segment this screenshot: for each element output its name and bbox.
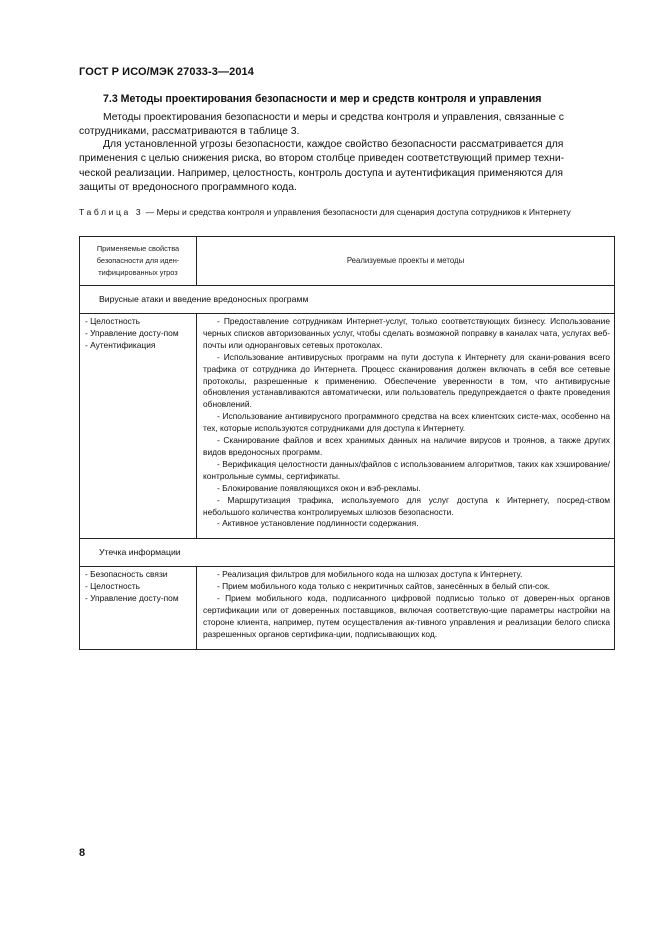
group-title: Вирусные атаки и введение вредоносных программ — [99, 293, 309, 304]
method-item: - Блокирование появляющихся окон и вэб-рекламы. — [217, 482, 421, 493]
method-item: - Верификация целостности данных/файлов с использованием алгоритмов, таких как хэширование/контрольные суммы, сертификаты. — [203, 458, 610, 481]
method-item: - Реализация фильтров для мобильного кода на шлюзах доступа к Интернету. — [217, 569, 523, 580]
paragraph-1 — [79, 111, 614, 140]
property-item: - Безопасность связи — [85, 569, 168, 580]
group-title-row — [80, 286, 615, 314]
security-controls-table — [79, 236, 615, 650]
property-item: - Целостность — [85, 316, 141, 326]
section-title: 7.3 Методы проектирования безопасности и мер и средств контроля и управления — [103, 93, 542, 105]
page-number: 8 — [79, 847, 86, 859]
group-title: Утечка информации — [99, 546, 181, 557]
header-methods: Реализуемые проекты и методы — [197, 237, 615, 286]
table-caption-text: — Меры и средства контроля и управления безопасности для сценария доступа сотрудников к Интернету — [143, 207, 571, 217]
properties-cell — [80, 567, 197, 649]
methods-cell — [197, 567, 615, 649]
method-item: - Сканирование файлов и всех хранимых данных на наличие вирусов и троянов, а также других видов вредоносных программ. — [203, 435, 610, 457]
property-item: - Управление досту-пом — [85, 327, 179, 338]
table-caption-label: Таблица 3 — [79, 207, 144, 217]
paragraph-2-line: ческой реализации. Например, целостность, контроль доступа и аутентификация применяются для — [79, 167, 564, 179]
table-caption — [79, 207, 615, 219]
group-title-row — [80, 539, 615, 567]
property-item: - Управление досту-пом — [85, 593, 179, 604]
method-item: - Прием мобильного кода только с некритичных сайтов, занесённых в белый спи-сок. — [217, 581, 550, 592]
method-item: - Маршрутизация трафика, используемого для услуг доступа к Интернету, посред-ством небольшого количества контролируемых шлюзов безопасности. — [203, 494, 610, 517]
method-item: - Использование антивирусных программ на пути доступа к Интернету для скани-рования всего трафика от сотрудника до Интернета. Процесс сканирования должен включать в себя все сетевые протоколы, разрешенные к применению. Обеспечение уверенности в том, что антивирусные обновления устанавливаются автоматически, или пользователь предупреждается о факте проведения обновлений. — [203, 351, 610, 410]
group-title-cell — [80, 539, 615, 567]
paragraph-2-line: защиты от вредоносного программного кода. — [79, 181, 297, 193]
property-item: - Аутентификация — [85, 339, 156, 350]
paragraph-2 — [79, 138, 614, 195]
method-item: - Использование антивирусного программного средства на всех клиентских систе-мах, особенно на тех, которые используются сотрудниками для доступа к Интернету. — [203, 411, 610, 434]
header-properties: Применяемые свойства безопасности для иден-тифицированных угроз — [80, 237, 197, 286]
method-item: - Предоставление сотрудникам Интернет-услуг, только соответствующих бизнесу. Использование черных списков авторизованных услуг, чтобы сделать возможной поправку в каналах чата, услугах веб-почты или одноранговых сетевых протоколах. — [203, 316, 610, 350]
paragraph-1-line: сотрудниками, рассматриваются в таблице 3. — [79, 126, 300, 138]
table-row — [80, 314, 615, 539]
method-item: - Прием мобильного кода, подписанного цифровой подписью только от доверен-ных органов сертификации или от доверенных поставщиков, включая соответствую-щие параметры настройки на стороне клиента, например, путем осуществления ак-тивного управления и реализации белого списка разрешенных органов сертифика-ции, подписывающих код. — [203, 593, 610, 639]
table-row — [80, 567, 615, 649]
method-item: - Активное установление подлинности содержания. — [217, 518, 419, 529]
property-item: - Целостность — [85, 581, 141, 592]
document-header: ГОСТ Р ИСО/МЭК 27033-3—2014 — [79, 66, 254, 78]
paragraph-1-line: Методы проектирования безопасности и меры и средства контроля и управления, связанные с — [103, 112, 564, 123]
methods-cell — [197, 314, 615, 539]
paragraph-2-line: Для установленной угрозы безопасности, каждое свойство безопасности рассматривается для — [103, 139, 564, 150]
table-header-row — [80, 237, 615, 286]
group-title-cell — [80, 286, 615, 314]
paragraph-2-line: применения с целью снижения риска, во втором столбце приведен соответствующий пример техни- — [79, 153, 565, 165]
properties-cell — [80, 314, 197, 539]
